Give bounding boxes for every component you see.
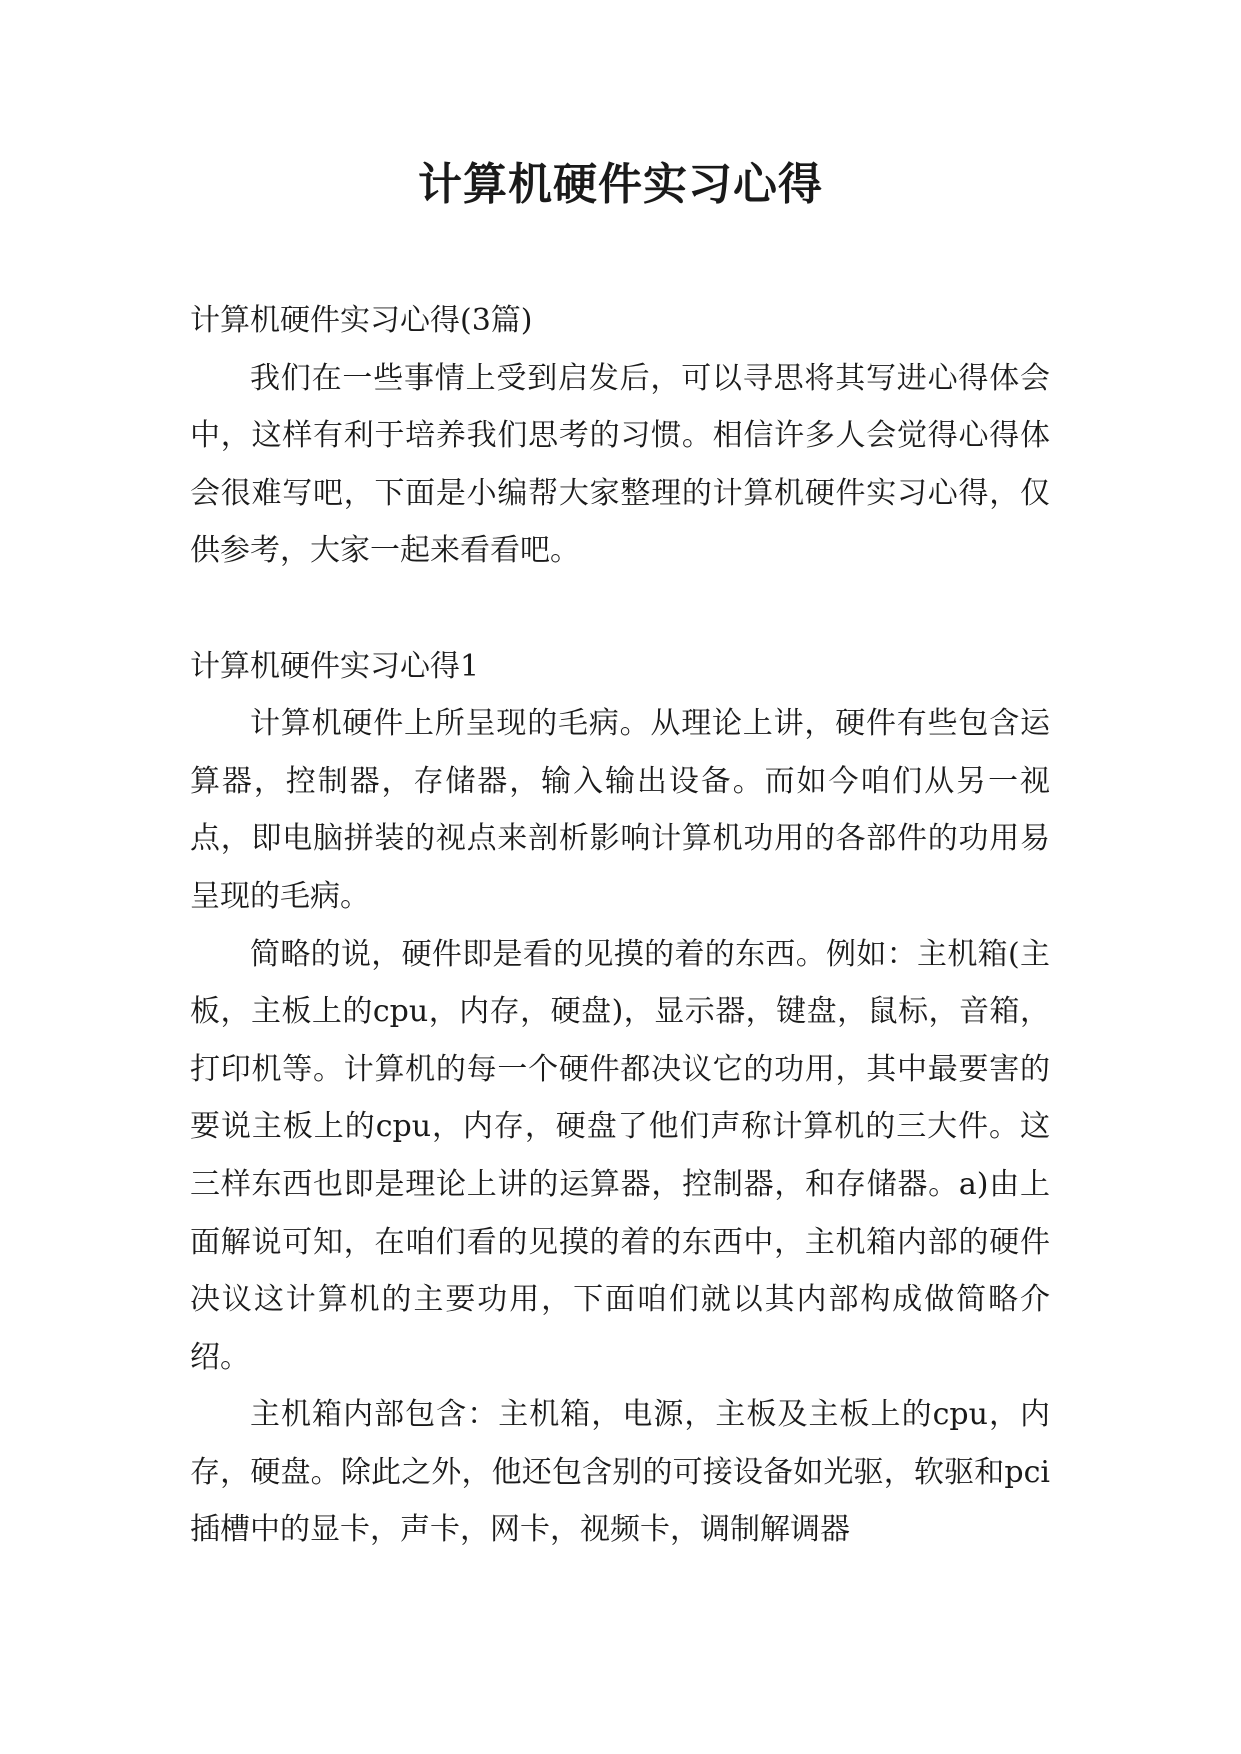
section-heading: 计算机硬件实习心得1 — [190, 648, 480, 684]
document-title: 计算机硬件实习心得 — [418, 159, 823, 210]
body-paragraph: 简略的说，硬件即是看的见摸的着的东西。例如：主机箱(主板，主板上的cpu，内存，硬盘)，显示器，键盘，鼠标，音箱，打印机等。计算机的每一个硬件都决议它的功用，其中最要害的要说主板上的cpu，内存，硬盘了他们声称计算机的三大件。这三样东西也即是理论上讲的运算器，控制器，和存储器。a)由上面解说可知，在咱们看的见摸的着的东西中，主机箱内部的硬件决议这计算机的主要功用，下面咱们就以其内部构成做简略介绍。 — [190, 936, 1050, 1375]
body-paragraph: 主机箱内部包含：主机箱，电源，主板及主板上的cpu，内存，硬盘。除此之外，他还包含别的可接设备如光驱，软驱和pci插槽中的显卡，声卡，网卡，视频卡，调制解调器 — [190, 1397, 1050, 1548]
section-spacer — [190, 580, 1050, 638]
document-subtitle: 计算机硬件实习心得(3篇) — [190, 303, 533, 338]
document-body — [190, 292, 1050, 1559]
body-paragraph: 计算机硬件上所呈现的毛病。从理论上讲，硬件有些包含运算器，控制器，存储器，输入输出设备。而如今咱们从另一视点，即电脑拼装的视点来剖析影响计算机功用的各部件的功用易呈现的毛病。 — [190, 706, 1050, 914]
intro-paragraph: 我们在一些事情上受到启发后，可以寻思将其写进心得体会中，这样有利于培养我们思考的习惯。相信许多人会觉得心得体会很难写吧，下面是小编帮大家整理的计算机硬件实习心得，仅供参考，大家一起来看看吧。 — [190, 360, 1050, 569]
